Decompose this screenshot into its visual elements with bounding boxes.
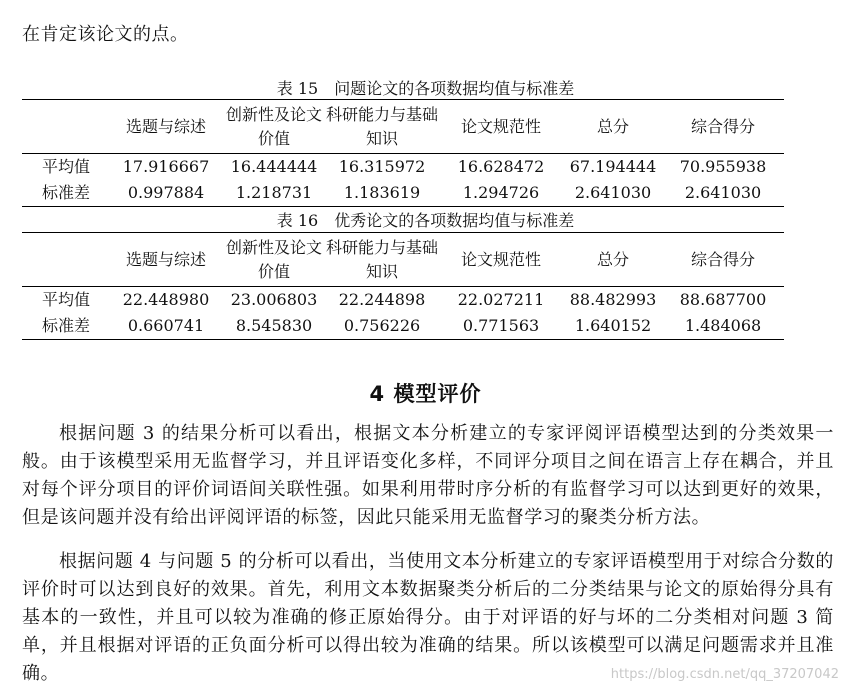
table-cell: 1.484068 — [684, 316, 762, 335]
table-16-caption: 表 16 优秀论文的各项数据均值与标准差 — [276, 211, 575, 230]
table-cell: 16.315972 — [338, 157, 426, 176]
table-16 — [22, 232, 784, 340]
table-header-cell: 创新性及论文价值 — [225, 237, 322, 281]
table-header-cell: 总分 — [596, 249, 629, 269]
table-header-cell: 论文规范性 — [460, 116, 541, 136]
table-row — [22, 154, 784, 181]
paragraph: 根据问题 3 的结果分析可以看出，根据文本分析建立的专家评阅评语模型达到的分类效果一般。由于该模型采用无监督学习，并且评语变化多样，不同评分项目之间在语言上存在耦合，并且对每个评分项目的评价词语间关联性强。如果利用带时序分析的有监督学习可以达到更好的效果，但是该问题并没有给出评阅评语的标签，因此只能采用无监督学习的聚类分析方法。 — [22, 423, 834, 528]
table-15 — [22, 99, 784, 207]
table-header-cell: 综合得分 — [690, 249, 755, 269]
table-cell: 标准差 — [41, 183, 90, 202]
table-cell: 平均值 — [41, 290, 90, 309]
table-row — [22, 287, 784, 314]
table-header-cell: 选题与综述 — [125, 116, 206, 136]
table-header-cell: 选题与综述 — [125, 249, 206, 269]
table-cell: 22.244898 — [338, 290, 426, 309]
top-text-line: 在肯定该论文的点。 — [22, 24, 189, 45]
table-cell: 2.641030 — [684, 183, 762, 202]
table-cell: 16.628472 — [457, 157, 545, 176]
table-cell: 2.641030 — [574, 183, 652, 202]
table-cell: 0.771563 — [462, 316, 540, 335]
table-cell: 1.218731 — [235, 183, 313, 202]
table-row — [22, 180, 784, 207]
table-cell: 0.756226 — [343, 316, 421, 335]
section-heading: 4 模型评价 — [369, 382, 482, 406]
table-cell: 8.545830 — [235, 316, 313, 335]
table-cell: 0.997884 — [127, 183, 205, 202]
watermark: https://blog.csdn.net/qq_37207042 — [610, 667, 839, 682]
table-header-cell: 创新性及论文价值 — [225, 104, 322, 148]
table-header-cell: 综合得分 — [690, 116, 755, 136]
table-cell: 17.916667 — [122, 157, 210, 176]
table-header-cell — [22, 100, 110, 154]
table-cell: 88.482993 — [569, 290, 657, 309]
table-cell: 16.444444 — [230, 157, 318, 176]
table-cell: 67.194444 — [569, 157, 657, 176]
table-15-caption: 表 15 问题论文的各项数据均值与标准差 — [276, 79, 575, 98]
table-header-cell: 科研能力与基础知识 — [326, 104, 439, 148]
table-cell: 标准差 — [41, 316, 90, 335]
table-header-cell: 总分 — [596, 116, 629, 136]
table-cell: 1.640152 — [574, 316, 652, 335]
table-cell: 70.955938 — [679, 157, 767, 176]
table-cell: 1.294726 — [462, 183, 540, 202]
table-header-cell: 论文规范性 — [460, 249, 541, 269]
table-header-cell: 科研能力与基础知识 — [326, 237, 439, 281]
table-header-cell — [22, 233, 110, 287]
paragraph: 根据问题 4 与问题 5 的分析可以看出，当使用文本分析建立的专家评语模型用于对综合分数的评价时可以达到良好的效果。首先，利用文本数据聚类分析后的二分类结果与论文的原始得分具有基本的一致性，并且可以较为准确的修正原始得分。由于对评语的好与坏的二分类相对问题 3 简单，并且根据对评语的正负面分析可以得出较为准确的结果。所以该模型可以满足问题需求并且准确。 — [22, 551, 834, 684]
table-cell: 22.027211 — [457, 290, 545, 309]
table-row — [22, 313, 784, 340]
table-cell: 22.448980 — [122, 290, 210, 309]
table-cell: 1.183619 — [343, 183, 421, 202]
table-cell: 平均值 — [41, 157, 90, 176]
table-cell: 0.660741 — [127, 316, 205, 335]
table-cell: 88.687700 — [679, 290, 767, 309]
table-cell: 23.006803 — [230, 290, 318, 309]
